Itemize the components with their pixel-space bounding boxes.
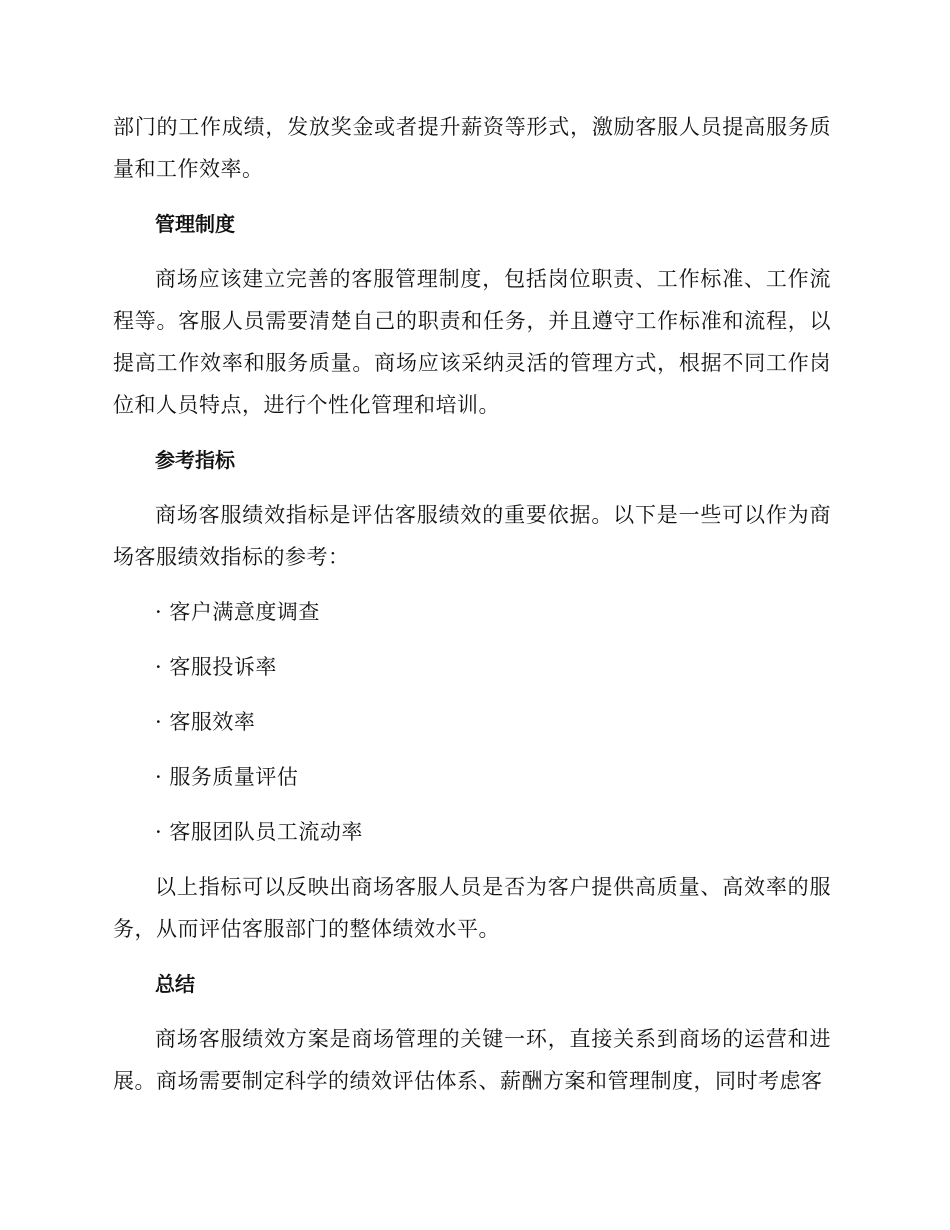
indicators-closing-paragraph: 以上指标可以反映出商场客服人员是否为客户提供高质量、高效率的服务，从而评估客服部门的整体绩效水平。 — [113, 875, 831, 941]
indicators-paragraph: 商场客服绩效指标是评估客服绩效的重要依据。以下是一些可以作为商场客服绩效指标的参考： — [113, 503, 831, 569]
management-paragraph: 商场应该建立完善的客服管理制度，包括岗位职责、工作标准、工作流程等。客服人员需要清楚自己的职责和任务，并且遵守工作标准和流程，以提高工作效率和服务质量。商场应该采纳灵活的管理方式，根据不同工作岗位和人员特点，进行个性化管理和培训。 — [113, 267, 831, 417]
list-item: · 客服投诉率 — [155, 655, 277, 679]
intro-paragraph: 部门的工作成绩，发放奖金或者提升薪资等形式，激励客服人员提高服务质量和工作效率。 — [113, 115, 831, 181]
section-heading-summary: 总结 — [155, 972, 195, 996]
section-heading-management: 管理制度 — [155, 212, 235, 236]
summary-paragraph: 商场客服绩效方案是商场管理的关键一环，直接关系到商场的运营和进展。商场需要制定科学的绩效评估体系、薪酬方案和管理制度，同时考虑客 — [113, 1027, 831, 1093]
list-item: · 服务质量评估 — [155, 765, 299, 789]
list-item: · 客服效率 — [155, 710, 256, 734]
list-item: · 客户满意度调查 — [155, 600, 320, 624]
list-item: · 客服团队员工流动率 — [155, 820, 363, 844]
section-heading-indicators: 参考指标 — [155, 448, 235, 472]
document-page — [113, 106, 831, 1102]
